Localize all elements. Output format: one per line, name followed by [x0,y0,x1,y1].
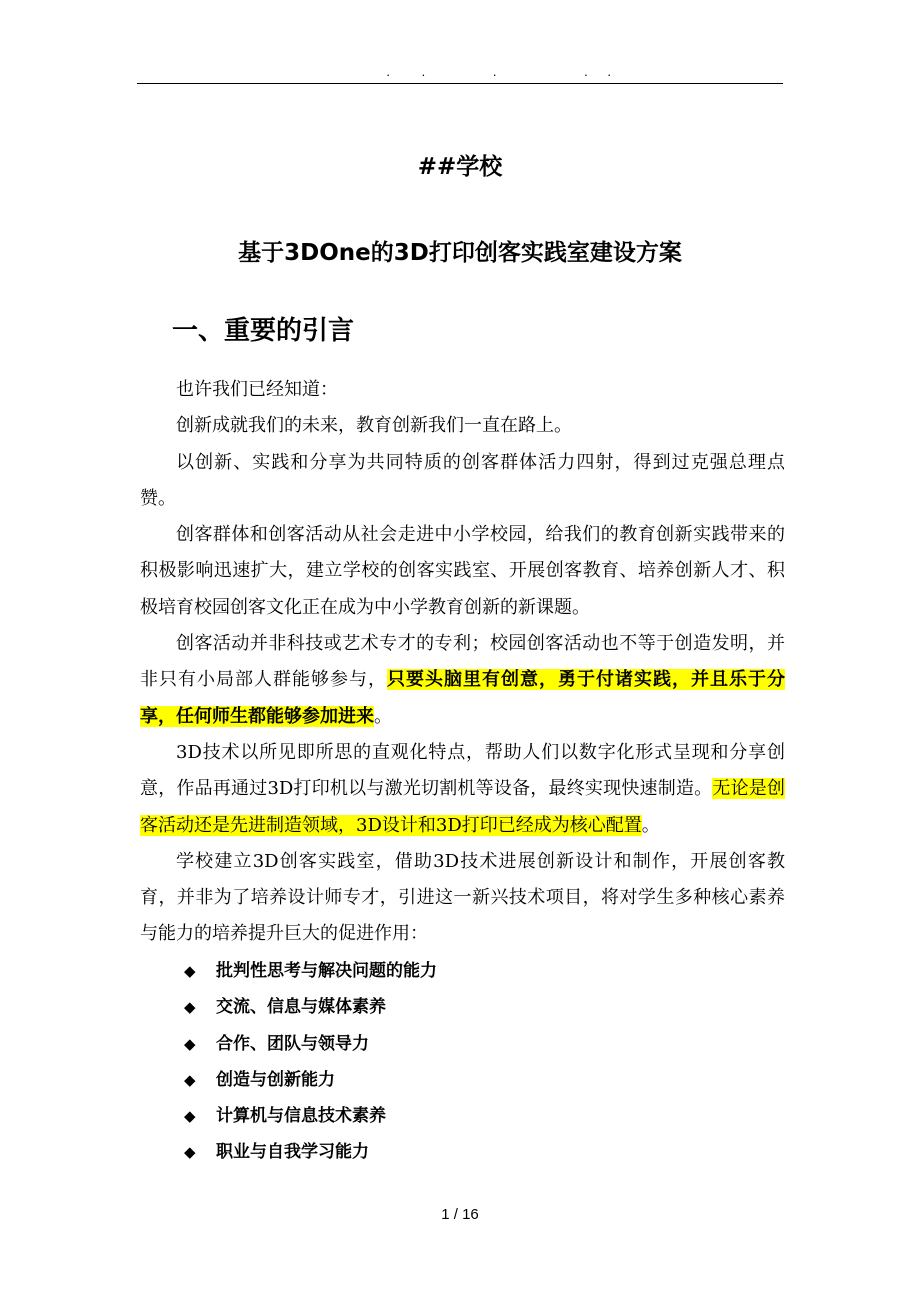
document-title: 基于3DOne的3D打印创客实践室建设方案 [238,240,682,266]
body-text [140,372,785,953]
paragraph: 以创新、实践和分享为共同特质的创客群体活力四射，得到过克强总理点赞。 [140,451,785,509]
paragraph: 学校建立3D创客实践室，借助3D技术进展创新设计和制作，开展创客教育，并非为了培养设计师专才，引进这一新兴技术项目，将对学生多种核心素养与能力的培养提升巨大的促进作用： [140,850,785,945]
competency-list [184,953,437,1171]
header-dot: . [386,64,392,79]
school-name: ##学校 [417,154,503,180]
paragraph: 也许我们已经知道： [176,379,338,400]
list-item [184,1026,437,1062]
paragraph [140,735,785,844]
paragraph-text: 3D技术以所见即所思的直观化特点，帮助人们以数字化形式呈现和分享创意，作品再通过3D打印机以与激光切割机等设备，最终实现快速制造。 [140,741,785,800]
list-item [184,1098,437,1134]
highlighted-text: 只要头脑里有创意，勇于付诸实践，并且乐于分享，任何师生都能够参加进来 [140,669,785,727]
highlighted-text: 无论是创客活动还是先进制造领域，3D设计和3D打印已经成为核心配置 [140,778,786,836]
list-item-label: 合作、团队与领导力 [216,1033,369,1054]
diamond-icon: ◆ [184,1034,196,1053]
page-number: 1 / 16 [441,1206,479,1223]
list-item [184,1062,437,1098]
diamond-icon: ◆ [184,962,196,980]
list-item-label: 批判性思考与解决问题的能力 [216,961,437,981]
paragraph [140,626,785,735]
header-dot: . [607,64,613,79]
list-item-label: 交流、信息与媒体素养 [216,997,386,1018]
paragraph: 创客群体和创客活动从社会走进中小学校园，给我们的教育创新实践带来的积极影响迅速扩大，建立学校的创客实践室、开展创客教育、培养创新人才、积极培育校园创客文化正在成为中小学教育创新的新课题。 [140,524,785,618]
header-dot: . [492,64,499,79]
diamond-icon: ◆ [184,1107,196,1126]
list-item [184,1134,437,1170]
header-rule [137,83,783,84]
paragraph-text: 。 [374,705,392,727]
paragraph: 创新成就我们的未来，教育创新我们一直在路上。 [176,415,572,437]
header-dot: . [584,64,590,79]
header-dot: . [421,64,428,79]
diamond-icon: ◆ [184,1070,196,1089]
list-item-label: 职业与自我学习能力 [216,1142,369,1163]
section-heading: 一、重要的引言 [172,316,355,346]
list-item [184,989,437,1025]
diamond-icon: ◆ [184,1143,196,1162]
list-item-label: 创造与创新能力 [216,1069,335,1090]
page-header-dots [137,64,783,82]
list-item-label: 计算机与信息技术素养 [216,1106,386,1127]
list-item [184,953,437,989]
paragraph-text: 。 [641,814,660,836]
diamond-icon: ◆ [184,998,196,1017]
paragraph-text: 创客活动并非科技或艺术专才的专利；校园创客活动也不等于创造发明，并非只有小局部人群能够参与， [140,633,785,691]
